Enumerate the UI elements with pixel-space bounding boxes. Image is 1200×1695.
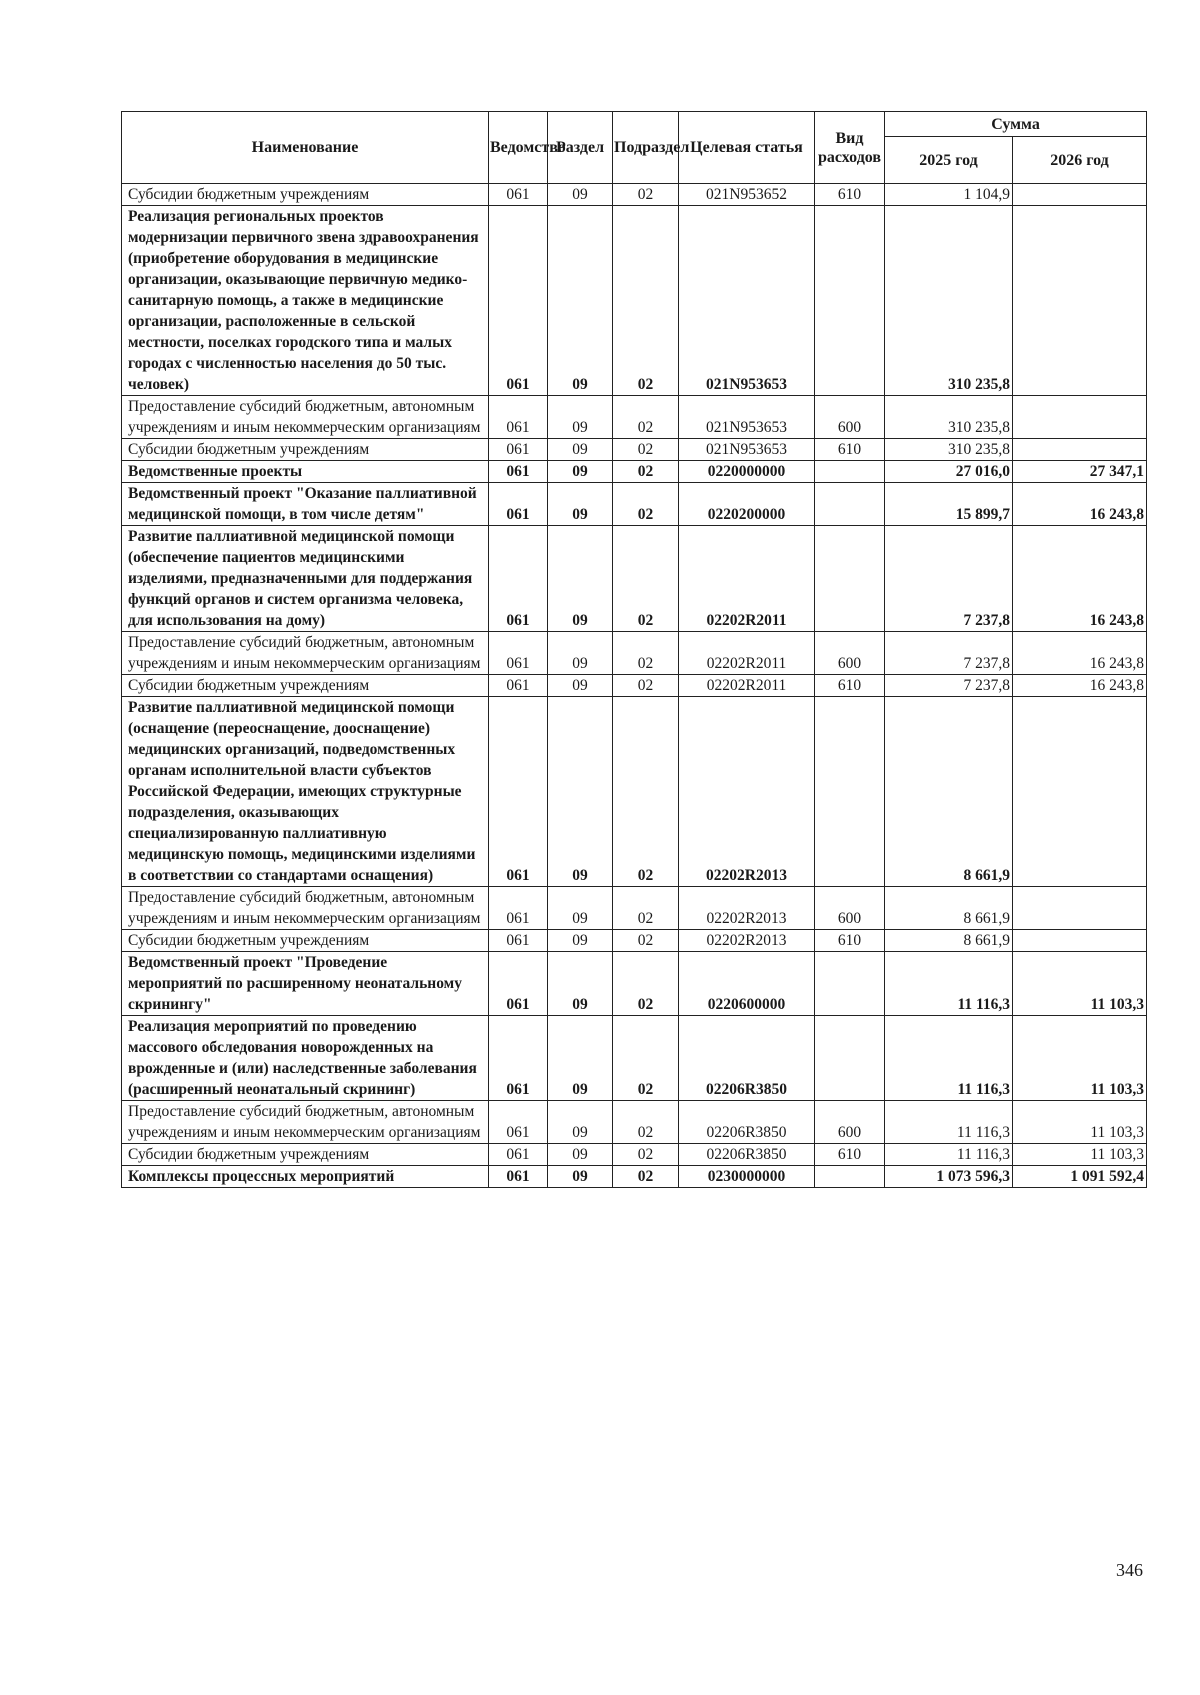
cell-y2026: 1 091 592,4: [1013, 1166, 1147, 1188]
table-row: [122, 887, 1147, 930]
cell-y2026: 16 243,8: [1013, 675, 1147, 697]
header-dept: Ведомство: [489, 112, 548, 184]
cell-dept: 061: [489, 461, 548, 483]
cell-dept: 061: [489, 930, 548, 952]
cell-dept: 061: [489, 697, 548, 887]
cell-target: 0220200000: [679, 483, 815, 526]
cell-section: 09: [548, 396, 613, 439]
cell-target: 02202R2011: [679, 632, 815, 675]
cell-kind: [815, 1166, 885, 1188]
cell-section: 09: [548, 1016, 613, 1101]
cell-y2025: 7 237,8: [885, 632, 1013, 675]
cell-y2025: 8 661,9: [885, 887, 1013, 930]
header-subsection: Подраздел: [613, 112, 679, 184]
header-kind: Вид расходов: [815, 112, 885, 184]
cell-y2025: 11 116,3: [885, 1101, 1013, 1144]
cell-kind: [815, 1016, 885, 1101]
header-sum: Сумма: [885, 112, 1147, 137]
table-row: [122, 184, 1147, 206]
cell-kind: [815, 461, 885, 483]
cell-y2026: 16 243,8: [1013, 483, 1147, 526]
cell-target: 02202R2013: [679, 697, 815, 887]
cell-kind: 610: [815, 675, 885, 697]
cell-target: 02206R3850: [679, 1101, 815, 1144]
cell-kind: 610: [815, 439, 885, 461]
cell-name: Реализация региональных проектов модернизации первичного звена здравоохранения (приобретение оборудования в медицинские организации, оказывающие первичную медико-санитарную помощь, а также в медицинские организации, расположенные в сельской местности, поселках городского типа и малых городах с численностью населения до 50 тыс. человек): [122, 206, 489, 396]
cell-subsection: 02: [613, 461, 679, 483]
page-number: 346: [1116, 1560, 1143, 1580]
table-body: [122, 184, 1147, 1188]
cell-subsection: 02: [613, 1016, 679, 1101]
cell-target: 021N953653: [679, 206, 815, 396]
table-row: [122, 461, 1147, 483]
table-row: [122, 1166, 1147, 1188]
cell-section: 09: [548, 1166, 613, 1188]
table-row: [122, 206, 1147, 396]
cell-section: 09: [548, 206, 613, 396]
header-target: Целевая статья: [679, 112, 815, 184]
cell-subsection: 02: [613, 887, 679, 930]
cell-dept: 061: [489, 483, 548, 526]
cell-dept: 061: [489, 675, 548, 697]
cell-subsection: 02: [613, 930, 679, 952]
cell-kind: 600: [815, 632, 885, 675]
cell-dept: 061: [489, 184, 548, 206]
cell-name: Субсидии бюджетным учреждениям: [122, 675, 489, 697]
cell-subsection: 02: [613, 439, 679, 461]
cell-name: Ведомственный проект "Проведение мероприятий по расширенному неонатальному скринингу": [122, 952, 489, 1016]
cell-y2025: 7 237,8: [885, 675, 1013, 697]
cell-target: 02202R2011: [679, 675, 815, 697]
cell-y2025: 1 073 596,3: [885, 1166, 1013, 1188]
cell-y2025: 1 104,9: [885, 184, 1013, 206]
table-row: [122, 396, 1147, 439]
cell-y2025: 11 116,3: [885, 952, 1013, 1016]
cell-dept: 061: [489, 887, 548, 930]
cell-name: Субсидии бюджетным учреждениям: [122, 184, 489, 206]
cell-y2025: 11 116,3: [885, 1016, 1013, 1101]
cell-y2025: 310 235,8: [885, 396, 1013, 439]
cell-y2025: 27 016,0: [885, 461, 1013, 483]
budget-table: [121, 111, 1147, 1188]
cell-kind: 600: [815, 887, 885, 930]
cell-target: 021N953653: [679, 396, 815, 439]
cell-subsection: 02: [613, 184, 679, 206]
header-section: Раздел: [548, 112, 613, 184]
cell-y2026: [1013, 184, 1147, 206]
cell-name: Предоставление субсидий бюджетным, автономным учреждениям и иным некоммерческим организациям: [122, 632, 489, 675]
cell-kind: 610: [815, 184, 885, 206]
cell-subsection: 02: [613, 1166, 679, 1188]
table-row: [122, 632, 1147, 675]
cell-y2026: [1013, 697, 1147, 887]
cell-dept: 061: [489, 1144, 548, 1166]
cell-y2026: 16 243,8: [1013, 632, 1147, 675]
cell-name: Субсидии бюджетным учреждениям: [122, 439, 489, 461]
cell-kind: 600: [815, 396, 885, 439]
cell-subsection: 02: [613, 632, 679, 675]
cell-y2026: [1013, 206, 1147, 396]
cell-subsection: 02: [613, 526, 679, 632]
cell-target: 021N953652: [679, 184, 815, 206]
cell-y2026: [1013, 930, 1147, 952]
cell-target: 0220600000: [679, 952, 815, 1016]
cell-target: 02202R2011: [679, 526, 815, 632]
cell-kind: 610: [815, 930, 885, 952]
cell-target: 02202R2013: [679, 887, 815, 930]
cell-dept: 061: [489, 439, 548, 461]
header-2025: 2025 год: [885, 137, 1013, 184]
cell-section: 09: [548, 952, 613, 1016]
cell-y2025: 310 235,8: [885, 206, 1013, 396]
cell-y2026: 11 103,3: [1013, 952, 1147, 1016]
cell-y2025: 8 661,9: [885, 930, 1013, 952]
cell-target: 021N953653: [679, 439, 815, 461]
cell-y2025: 11 116,3: [885, 1144, 1013, 1166]
cell-y2025: 310 235,8: [885, 439, 1013, 461]
cell-subsection: 02: [613, 206, 679, 396]
cell-kind: [815, 206, 885, 396]
cell-y2026: 11 103,3: [1013, 1144, 1147, 1166]
cell-section: 09: [548, 461, 613, 483]
header-name: Наименование: [122, 112, 489, 184]
cell-dept: 061: [489, 1101, 548, 1144]
cell-y2026: 16 243,8: [1013, 526, 1147, 632]
cell-section: 09: [548, 1101, 613, 1144]
cell-target: 0220000000: [679, 461, 815, 483]
cell-section: 09: [548, 697, 613, 887]
table-row: [122, 526, 1147, 632]
table-row: [122, 439, 1147, 461]
cell-name: Комплексы процессных мероприятий: [122, 1166, 489, 1188]
table-row: [122, 1101, 1147, 1144]
cell-target: 02206R3850: [679, 1144, 815, 1166]
cell-y2026: 11 103,3: [1013, 1016, 1147, 1101]
cell-subsection: 02: [613, 1101, 679, 1144]
cell-target: 02206R3850: [679, 1016, 815, 1101]
cell-section: 09: [548, 632, 613, 675]
cell-y2026: [1013, 887, 1147, 930]
cell-subsection: 02: [613, 697, 679, 887]
table-row: [122, 930, 1147, 952]
cell-y2025: 8 661,9: [885, 697, 1013, 887]
cell-target: 02202R2013: [679, 930, 815, 952]
table-row: [122, 675, 1147, 697]
cell-y2026: 27 347,1: [1013, 461, 1147, 483]
header-row-1: [122, 112, 1147, 137]
cell-dept: 061: [489, 1016, 548, 1101]
cell-dept: 061: [489, 952, 548, 1016]
cell-target: 0230000000: [679, 1166, 815, 1188]
cell-y2026: [1013, 396, 1147, 439]
header-2026: 2026 год: [1013, 137, 1147, 184]
cell-dept: 061: [489, 206, 548, 396]
cell-kind: 610: [815, 1144, 885, 1166]
cell-y2026: [1013, 439, 1147, 461]
cell-kind: [815, 697, 885, 887]
cell-section: 09: [548, 887, 613, 930]
cell-name: Субсидии бюджетным учреждениям: [122, 930, 489, 952]
table-row: [122, 952, 1147, 1016]
cell-name: Предоставление субсидий бюджетным, автономным учреждениям и иным некоммерческим организациям: [122, 887, 489, 930]
table-row: [122, 483, 1147, 526]
table-row: [122, 1144, 1147, 1166]
cell-kind: [815, 483, 885, 526]
cell-dept: 061: [489, 396, 548, 439]
cell-name: Ведомственные проекты: [122, 461, 489, 483]
cell-name: Ведомственный проект "Оказание паллиативной медицинской помощи, в том числе детям": [122, 483, 489, 526]
cell-kind: [815, 526, 885, 632]
table-row: [122, 1016, 1147, 1101]
cell-section: 09: [548, 483, 613, 526]
cell-kind: 600: [815, 1101, 885, 1144]
cell-dept: 061: [489, 526, 548, 632]
cell-subsection: 02: [613, 1144, 679, 1166]
cell-y2026: 11 103,3: [1013, 1101, 1147, 1144]
cell-subsection: 02: [613, 396, 679, 439]
cell-name: Предоставление субсидий бюджетным, автономным учреждениям и иным некоммерческим организациям: [122, 1101, 489, 1144]
cell-name: Предоставление субсидий бюджетным, автономным учреждениям и иным некоммерческим организациям: [122, 396, 489, 439]
cell-subsection: 02: [613, 483, 679, 526]
cell-name: Субсидии бюджетным учреждениям: [122, 1144, 489, 1166]
cell-subsection: 02: [613, 952, 679, 1016]
cell-dept: 061: [489, 632, 548, 675]
cell-section: 09: [548, 439, 613, 461]
cell-kind: [815, 952, 885, 1016]
cell-section: 09: [548, 1144, 613, 1166]
cell-section: 09: [548, 526, 613, 632]
cell-section: 09: [548, 675, 613, 697]
cell-name: Развитие паллиативной медицинской помощи (обеспечение пациентов медицинскими изделиями, предназначенными для поддержания функций органов и систем организма человека, для использования на дому): [122, 526, 489, 632]
cell-section: 09: [548, 930, 613, 952]
cell-name: Развитие паллиативной медицинской помощи (оснащение (переоснащение, дооснащение) медицинских организаций, подведомственных органам исполнительной власти субъектов Российской Федерации, имеющих структурные подразделения, оказывающих специализированную паллиативную медицинскую помощь, медицинскими изделиями в соответствии со стандартами оснащения): [122, 697, 489, 887]
cell-subsection: 02: [613, 675, 679, 697]
cell-y2025: 7 237,8: [885, 526, 1013, 632]
cell-section: 09: [548, 184, 613, 206]
cell-y2025: 15 899,7: [885, 483, 1013, 526]
cell-dept: 061: [489, 1166, 548, 1188]
cell-name: Реализация мероприятий по проведению массового обследования новорожденных на врожденные и (или) наследственные заболевания (расширенный неонатальный скрининг): [122, 1016, 489, 1101]
table-row: [122, 697, 1147, 887]
